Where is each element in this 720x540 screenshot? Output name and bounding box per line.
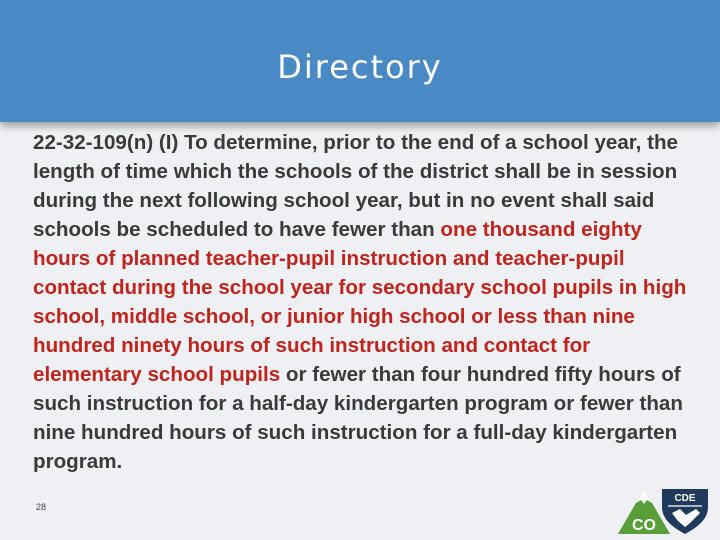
cde-logo (616, 483, 712, 535)
statute-text-highlight: one thousand eighty hours of planned teacher-pupil instruction and teacher-pupil contact during the school year for secondary school pupils in high school, middle school, or junior high school or less than nine hundred ninety hours of such instruction and contact for elementary school pupils (33, 218, 687, 386)
logo-co-text: CO (632, 517, 656, 534)
statute-text-part2: or fewer than four hundred fifty hours of such instruction for a half-day kindergarten program or fewer than nine hundred hours of such instruction for a full-day kindergarten program. (33, 363, 683, 473)
slide-title: Directory (277, 48, 443, 86)
logo-cde-text: CDE (674, 493, 696, 504)
statute-text-part1: 22-32-109(n) (I) To determine, prior to the end of a school year, the length of time which the schools of the district shall be in session during the next following school year, but in no event shall said schools be scheduled to have fewer than (33, 131, 679, 241)
page-number: 28 (36, 502, 47, 512)
title-bar (0, 0, 720, 122)
statute-text (33, 128, 693, 476)
